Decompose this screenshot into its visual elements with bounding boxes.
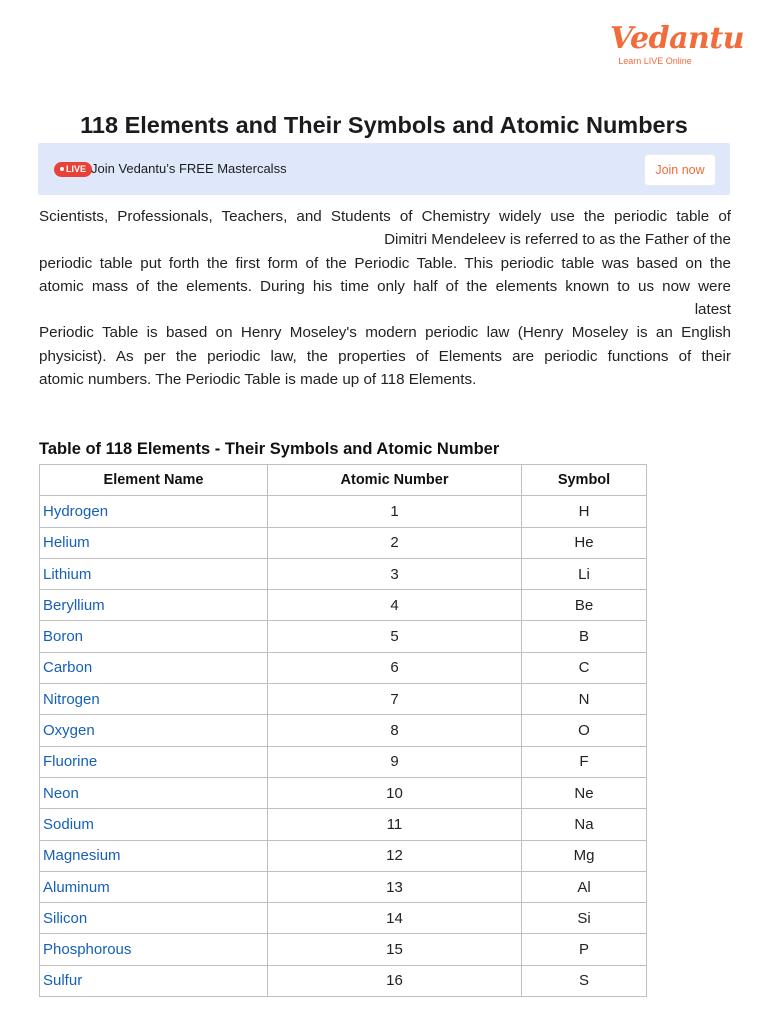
element-name-link[interactable]: Aluminum [40,871,268,902]
atomic-number-cell: 1 [268,496,522,527]
symbol-cell: Mg [522,840,647,871]
atomic-number-cell: 10 [268,777,522,808]
table-row [40,746,647,777]
symbol-cell: Al [522,871,647,902]
intro-line: atomic mass of the elements. During his time only half of the elements known to us now were [39,277,731,295]
table-row [40,684,647,715]
intro-line: Periodic Table is based on Henry Moseley's modern periodic law (Henry Moseley is an English [39,324,731,342]
table-row [40,621,647,652]
atomic-number-cell: 11 [268,809,522,840]
atomic-number-cell: 2 [268,527,522,558]
element-name-link[interactable]: Phosphorous [40,934,268,965]
element-name-link[interactable]: Hydrogen [40,496,268,527]
table-row [40,903,647,934]
intro-line: atomic numbers. The Periodic Table is made up of 118 Elements. [39,371,477,389]
atomic-number-cell: 5 [268,621,522,652]
column-header-symbol: Symbol [522,465,647,496]
logo-tagline: Learn LIVE Online [618,56,692,66]
symbol-cell: Be [522,590,647,621]
element-name-link[interactable]: Boron [40,621,268,652]
atomic-number-cell: 12 [268,840,522,871]
table-row [40,715,647,746]
intro-line: periodic table put forth the first form of the Periodic Table. This periodic table was based on the [39,254,731,272]
table-row [40,527,647,558]
symbol-cell: P [522,934,647,965]
symbol-cell: He [522,527,647,558]
atomic-number-cell: 14 [268,903,522,934]
elements-table [39,464,647,997]
element-name-link[interactable]: Sulfur [40,965,268,996]
intro-line: physicist). As per the periodic law, the properties of Elements are periodic functions of their [39,347,731,365]
symbol-cell: F [522,746,647,777]
banner-text: Join Vedantu’s FREE Mastercalss [91,161,287,176]
symbol-cell: N [522,684,647,715]
live-dot-icon [60,167,64,171]
element-name-link[interactable]: Oxygen [40,715,268,746]
atomic-number-cell: 6 [268,652,522,683]
atomic-number-cell: 15 [268,934,522,965]
column-header-element-name: Element Name [40,465,268,496]
element-name-link[interactable]: Carbon [40,652,268,683]
vedantu-logo[interactable] [610,21,745,66]
table-row [40,840,647,871]
element-name-link[interactable]: Beryllium [40,590,268,621]
table-row [40,777,647,808]
intro-paragraph [39,205,731,391]
atomic-number-cell: 7 [268,684,522,715]
symbol-cell: Na [522,809,647,840]
table-header-row [40,465,647,496]
element-name-link[interactable]: Sodium [40,809,268,840]
symbol-cell: Ne [522,777,647,808]
column-header-atomic-number: Atomic Number [268,465,522,496]
atomic-number-cell: 13 [268,871,522,902]
element-name-link[interactable]: Silicon [40,903,268,934]
symbol-cell: H [522,496,647,527]
intro-line: Scientists, Professionals, Teachers, and Students of Chemistry widely use the periodic table of [39,208,731,225]
intro-line: Dimitri Mendeleev is referred to as the Father of the [384,231,731,249]
join-now-button[interactable]: Join now [644,154,716,186]
atomic-number-cell: 16 [268,965,522,996]
symbol-cell: Si [522,903,647,934]
symbol-cell: O [522,715,647,746]
atomic-number-cell: 4 [268,590,522,621]
table-row [40,558,647,589]
atomic-number-cell: 3 [268,558,522,589]
table-heading: Table of 118 Elements - Their Symbols and Atomic Number [39,440,500,458]
masterclass-banner[interactable] [38,143,730,195]
table-row [40,496,647,527]
live-badge-label: LIVE [66,164,87,174]
atomic-number-cell: 8 [268,715,522,746]
element-name-link[interactable]: Lithium [40,558,268,589]
intro-line: latest [694,301,731,319]
symbol-cell: B [522,621,647,652]
table-row [40,809,647,840]
table-row [40,590,647,621]
table-row [40,965,647,996]
live-badge [54,162,92,177]
atomic-number-cell: 9 [268,746,522,777]
element-name-link[interactable]: Helium [40,527,268,558]
logo-wordmark: Vedantu [610,21,745,56]
element-name-link[interactable]: Fluorine [40,746,268,777]
element-name-link[interactable]: Neon [40,777,268,808]
symbol-cell: Li [522,558,647,589]
table-row [40,652,647,683]
table-row [40,871,647,902]
symbol-cell: C [522,652,647,683]
page-title: 118 Elements and Their Symbols and Atomic Numbers [80,112,688,138]
table-row [40,934,647,965]
element-name-link[interactable]: Magnesium [40,840,268,871]
symbol-cell: S [522,965,647,996]
element-name-link[interactable]: Nitrogen [40,684,268,715]
